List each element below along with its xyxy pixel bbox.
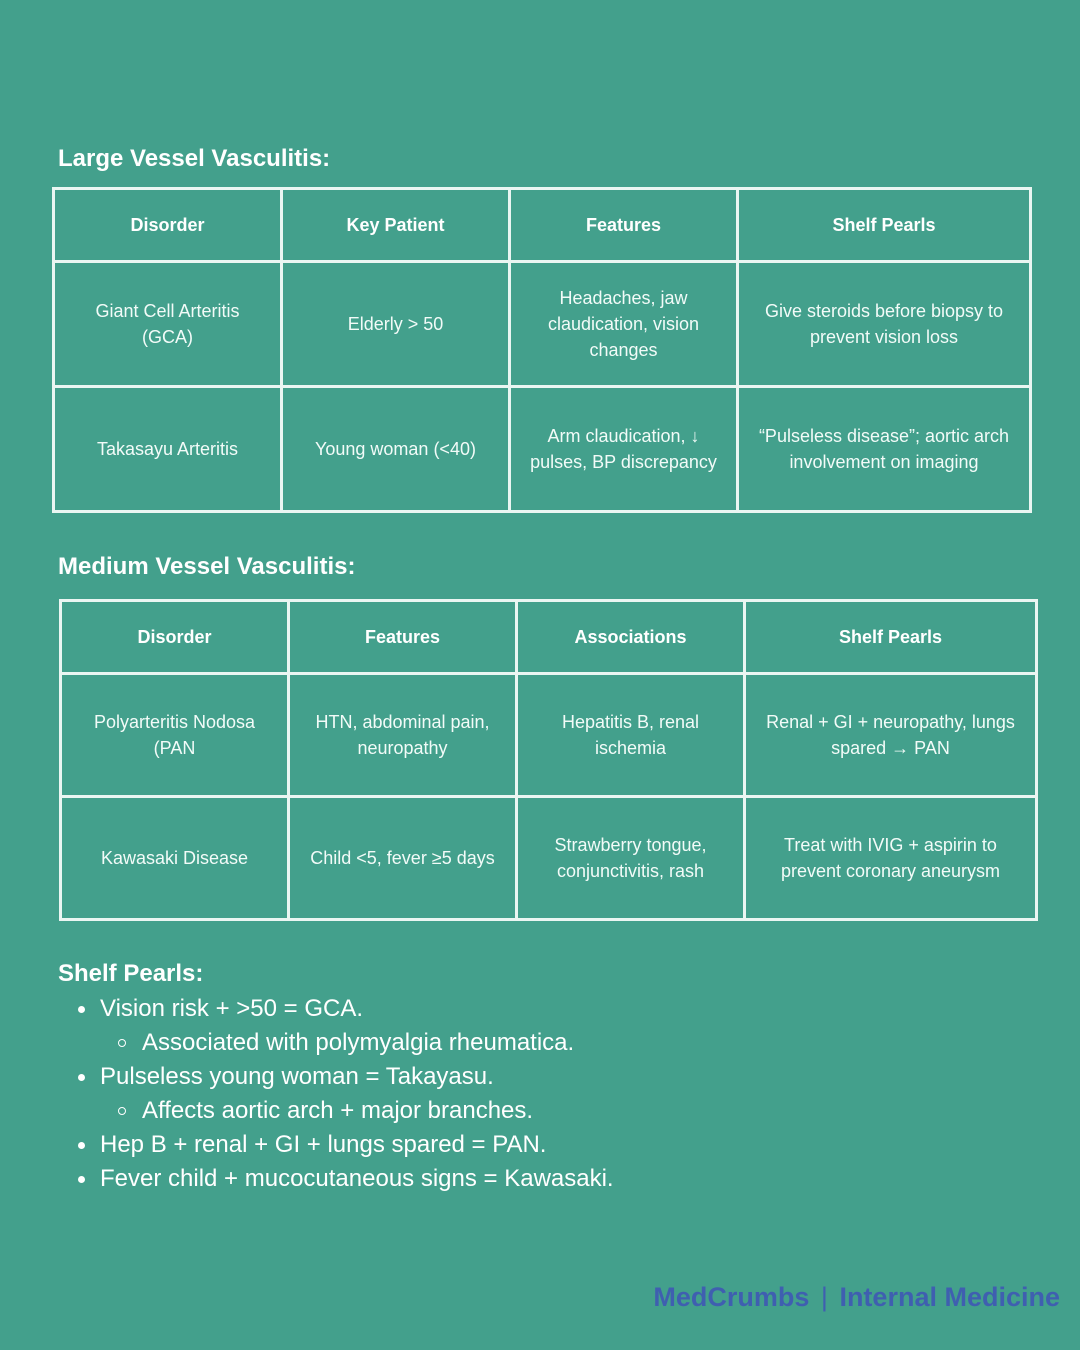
table-header-row [54, 189, 1031, 262]
large-vessel-table [52, 187, 1032, 513]
list-item: Hep B + renal + GI + lungs spared = PAN. [58, 1128, 614, 1162]
list-item: Affects aortic arch + major branches. [58, 1094, 614, 1128]
header-shelf-pearls: Shelf Pearls [745, 601, 1037, 674]
header-disorder: Disorder [54, 189, 282, 262]
header-shelf-pearls: Shelf Pearls [738, 189, 1031, 262]
table-header-row [61, 601, 1037, 674]
large-vessel-title: Large Vessel Vasculitis: [58, 145, 331, 172]
header-features: Features [289, 601, 517, 674]
table-row [54, 262, 1031, 387]
table-cell: HTN, abdominal pain, neuropathy [289, 674, 517, 797]
header-key-patient: Key Patient [282, 189, 510, 262]
header-features: Features [510, 189, 738, 262]
list-item: Associated with polymyalgia rheumatica. [58, 1026, 614, 1060]
list-item: Pulseless young woman = Takayasu. [58, 1060, 614, 1094]
table-cell: Takasayu Arteritis [54, 387, 282, 512]
table-row [61, 797, 1037, 920]
header-disorder: Disorder [61, 601, 289, 674]
table-cell: Hepatitis B, renal ischemia [517, 674, 745, 797]
header-associations: Associations [517, 601, 745, 674]
table-cell: Giant Cell Arteritis (GCA) [54, 262, 282, 387]
table-cell: Young woman (<40) [282, 387, 510, 512]
table-cell: Arm claudication, ↓ pulses, BP discrepancy [510, 387, 738, 512]
medium-vessel-title: Medium Vessel Vasculitis: [58, 553, 356, 580]
table-cell: Give steroids before biopsy to prevent vision loss [738, 262, 1031, 387]
list-item: Vision risk + >50 = GCA. [58, 992, 614, 1026]
table-cell: Kawasaki Disease [61, 797, 289, 920]
footer-separator: | [820, 1282, 828, 1312]
table-cell: Headaches, jaw claudication, vision changes [510, 262, 738, 387]
brand-name: MedCrumbs [653, 1282, 810, 1312]
table-row [54, 387, 1031, 512]
table-cell: Polyarteritis Nodosa (PAN [61, 674, 289, 797]
medium-vessel-table [59, 599, 1038, 921]
subject-name: Internal Medicine [839, 1282, 1060, 1312]
shelf-pearls-list [58, 992, 614, 1196]
table-cell: “Pulseless disease”; aortic arch involvement on imaging [738, 387, 1031, 512]
table-cell: Renal + GI + neuropathy, lungs spared → PAN [745, 674, 1037, 797]
footer-branding [653, 1282, 1060, 1313]
table-cell: Treat with IVIG + aspirin to prevent coronary aneurysm [745, 797, 1037, 920]
shelf-pearls-title: Shelf Pearls: [58, 960, 204, 987]
table-cell: Child <5, fever ≥5 days [289, 797, 517, 920]
list-item: Fever child + mucocutaneous signs = Kawasaki. [58, 1162, 614, 1196]
table-row [61, 674, 1037, 797]
table-cell: Elderly > 50 [282, 262, 510, 387]
table-cell: Strawberry tongue, conjunctivitis, rash [517, 797, 745, 920]
